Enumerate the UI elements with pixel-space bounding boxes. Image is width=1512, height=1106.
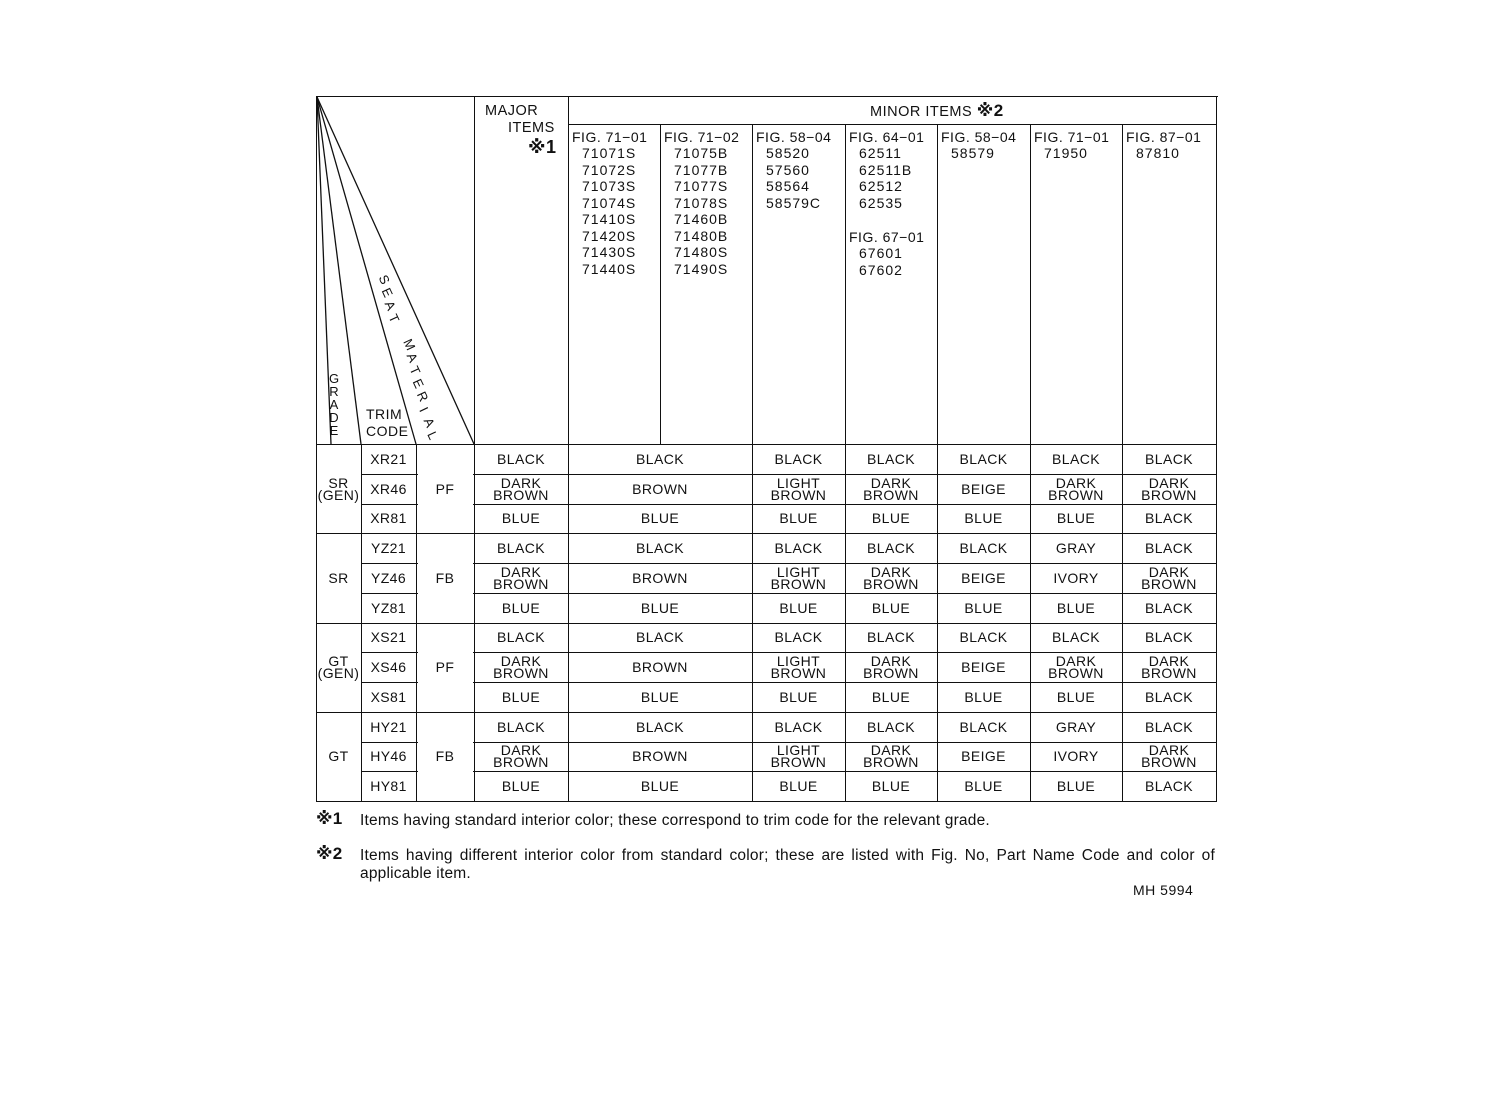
color-cell-major: BLACK [497,450,545,467]
color-cell-fig8701: BLACK [1145,540,1193,557]
minor-column-fig-number: FIG. 87−01 [1126,129,1202,145]
seat-material-header-letter: A [420,415,438,430]
minor-items-header-label: MINOR ITEMS [870,104,977,120]
color-cell-fig5804: BLACK [774,450,823,467]
trim-code-header-line2: CODE [366,423,409,439]
color-cell-fig5804b: BEIGE [961,569,1006,586]
part-code: 71480B [674,227,729,244]
color-cell-fig5804: BLUE [779,778,818,795]
color-cell-fig5804: BLUE [779,510,818,527]
color-cell-fig7101b: BLACK [1052,629,1100,646]
part-code: 57560 [766,161,810,178]
color-cell-fig6401: BLACK [867,450,915,467]
part-code: 58579 [951,145,995,161]
table-border-bottom [316,801,1216,802]
grade-cell-line1: GT [328,748,349,765]
major-items-header-line2: ITEMS [508,120,555,136]
grade-cell-line1: GT [328,653,349,670]
minor-column-fig-number: FIG. 71−01 [1034,129,1110,145]
color-cell-fig6401: BLUE [871,510,911,527]
reference-number: MH 5994 [1133,882,1194,898]
color-cell-fig7101-7102: BLACK [636,718,684,735]
minor-column-fig-number: FIG. 71−02 [664,129,740,145]
trim-code-cell: HY46 [370,748,407,765]
minor-column-part-codes [1136,145,1180,162]
color-cell-major: DARK BROWN [493,742,549,771]
color-cell-fig5804: LIGHT BROWN [770,653,827,682]
grade-header-letter: A [329,397,339,412]
minor-column-fig-number-secondary: FIG. 67−01 [849,229,925,245]
part-code: 67601 [859,245,903,261]
grade-cell-line1: SR [328,474,349,491]
grade-header-letter: E [329,423,339,438]
color-cell-fig5804: BLACK [774,540,823,557]
color-cell-fig7101b: GRAY [1055,718,1097,735]
color-cell-fig8701: BLACK [1145,688,1193,705]
color-cell-fig8701: BLACK [1145,778,1193,795]
part-code: 71490S [674,260,729,277]
trim-code-cell: XS46 [370,659,407,676]
color-cell-fig7101b: BLUE [1056,599,1096,616]
part-code: 87810 [1136,145,1180,161]
color-cell-fig6401: DARK BROWN [863,742,919,771]
part-code: 71430S [582,244,637,260]
major-items-header-line1: MAJOR [485,103,539,119]
color-cell-fig8701: BLACK [1145,599,1193,616]
color-cell-fig5804b: BLUE [964,599,1003,616]
color-cell-fig5804b: BEIGE [961,480,1006,497]
grade-cell [316,533,361,622]
color-cell-fig5804: BLACK [774,629,823,646]
part-code: 71077B [674,161,729,178]
color-cell-fig7101-7102: BLUE [640,688,680,705]
part-code: 71440S [582,260,637,277]
color-cell-major: BLACK [497,629,545,646]
color-cell-fig5804: BLUE [779,688,818,705]
part-code: 67602 [859,261,903,278]
grade-cell [316,444,361,533]
part-code: 71410S [582,211,637,227]
part-code: 71950 [1044,145,1088,161]
minor-column-part-codes [766,145,821,211]
color-cell-fig7101-7102: BLUE [640,599,680,616]
divider-fig7101-fig7102 [660,124,661,444]
color-cell-fig7101-7102: BROWN [632,659,688,676]
part-code: 58520 [766,145,810,161]
grade-header-letter: R [329,384,339,399]
trim-code-cell: YZ46 [370,569,407,586]
seat-material-header-letter: S [375,272,393,287]
color-cell-fig6401: BLUE [871,778,911,795]
footnote-1-text: Items having standard interior color; these correspond to trim code for the relevant grade. [360,812,990,829]
color-cell-major: BLUE [501,688,541,705]
seat-material-cell: FB [435,569,455,586]
part-code: 71480S [674,244,729,260]
color-cell-fig6401: BLACK [867,540,915,557]
color-cell-fig5804: LIGHT BROWN [770,563,827,592]
part-code: 71074S [582,194,637,211]
color-cell-major: BLACK [497,540,545,557]
trim-code-cell: XR81 [370,510,407,527]
color-cell-fig8701: DARK BROWN [1141,742,1197,771]
color-cell-fig5804b: BLUE [964,688,1003,705]
color-cell-fig7101-7102: BLUE [640,778,680,795]
minor-column-fig-number: FIG. 58−04 [756,129,832,145]
color-cell-fig7101-7102: BROWN [632,748,688,765]
minor-items-rule [568,124,1216,125]
color-cell-fig7101b: IVORY [1053,569,1099,586]
footnote-1-mark: ※1 [316,809,343,828]
part-code: 62511 [859,145,902,161]
color-cell-fig5804: BLUE [779,599,818,616]
minor-column-fig-number: FIG. 71−01 [572,129,648,145]
color-cell-fig8701: BLACK [1145,450,1193,467]
major-items-note-mark: ※1 [528,137,557,157]
trim-code-cell: XS21 [370,629,407,646]
seat-material-cell: PF [435,659,455,676]
footnote-2-mark: ※2 [316,844,343,863]
seat-material-header-letter: T [385,311,403,326]
color-cell-fig6401: DARK BROWN [863,653,919,682]
seat-material-header-letter: R [413,389,432,404]
color-cell-fig8701: DARK BROWN [1141,653,1197,682]
minor-items-note-mark: ※2 [976,101,1004,120]
seat-material-header-letter: A [403,350,421,365]
color-cell-fig5804b: BLACK [959,450,1008,467]
color-cell-fig7101b: DARK BROWN [1048,474,1104,503]
color-cell-fig7101b: GRAY [1055,540,1097,557]
color-cell-major: BLUE [501,599,541,616]
grade-cell [316,623,361,712]
part-code: 62535 [859,194,903,211]
seat-material-header-letter: I [416,404,432,415]
part-code: 58564 [766,178,810,194]
color-cell-fig7101b: BLUE [1056,778,1096,795]
seat-material-header-letter: L [424,429,441,442]
color-cell-fig8701: DARK BROWN [1141,563,1197,592]
trim-code-cell: XR21 [370,450,407,467]
color-cell-fig6401: BLUE [871,599,911,616]
color-cell-fig7101-7102: BLACK [636,540,684,557]
part-code: 71071S [582,145,637,161]
color-cell-fig7101-7102: BLACK [636,450,684,467]
color-cell-fig6401: BLUE [871,688,911,705]
color-cell-major: BLUE [501,778,541,795]
grade-cell [316,712,361,801]
trim-code-header-line1: TRIM [366,406,403,422]
trim-code-cell: XR46 [370,480,407,497]
color-cell-fig5804b: BLACK [959,540,1008,557]
grade-cell-line2: (GEN) [317,665,360,682]
color-cell-fig5804: LIGHT BROWN [770,474,827,503]
part-code: 71075B [674,145,729,161]
grade-header-letter: D [329,410,339,425]
color-cell-major: DARK BROWN [493,474,549,503]
color-cell-fig5804b: BEIGE [961,659,1006,676]
color-cell-fig5804b: BLACK [959,629,1008,646]
part-code: 58579C [766,194,822,211]
minor-items-header [870,101,1004,120]
footnote-2-text: Items having different interior color from standard color; these are listed with Fig. No, Part Name Code and color of applicable item. [360,847,1215,882]
part-code: 71078S [674,194,729,211]
trim-code-cell: XS81 [370,688,407,705]
trim-code-cell: YZ81 [370,599,407,616]
table-border-right [1216,97,1217,802]
minor-column-part-codes [951,145,995,162]
seat-material-header-letter: E [378,285,396,300]
color-cell-fig7101b: IVORY [1053,748,1099,765]
color-cell-fig7101-7102: BLACK [636,629,684,646]
color-cell-fig6401: DARK BROWN [863,563,919,592]
part-code: 62512 [859,178,903,194]
part-code: 62511B [859,161,913,178]
color-cell-fig6401: BLACK [867,629,915,646]
seat-material-header-letter: A [381,298,399,313]
color-cell-fig7101b: DARK BROWN [1048,653,1104,682]
grade-cell-line2: (GEN) [317,486,360,503]
seat-material-header-letter: M [400,336,419,353]
trim-code-cell: HY81 [370,778,407,795]
trim-code-cell: YZ21 [370,540,407,557]
color-cell-major: BLACK [497,718,545,735]
part-code: 71460B [674,211,729,227]
color-cell-fig5804b: BLUE [964,778,1003,795]
minor-column-fig-number: FIG. 58−04 [941,129,1017,145]
seat-material-cell: PF [435,480,455,497]
color-cell-fig8701: BLACK [1145,629,1193,646]
color-cell-major: DARK BROWN [493,563,549,592]
color-cell-major: DARK BROWN [493,653,549,682]
color-cell-fig8701: DARK BROWN [1141,474,1197,503]
color-cell-fig5804: LIGHT BROWN [770,742,827,771]
grade-header-label [327,372,341,437]
color-cell-fig7101b: BLUE [1056,510,1096,527]
color-cell-fig7101b: BLACK [1052,450,1100,467]
color-cell-major: BLUE [501,510,541,527]
part-code: 71072S [582,161,637,178]
part-code: 71420S [582,227,637,244]
seat-material-header-letter: T [406,363,424,378]
color-cell-fig5804: BLACK [774,718,823,735]
seat-material-header [370,268,460,442]
part-code: 71073S [582,178,637,194]
color-cell-fig6401: BLACK [867,718,915,735]
color-cell-fig5804b: BLACK [959,718,1008,735]
color-cell-fig7101-7102: BROWN [632,569,688,586]
color-cell-fig8701: BLACK [1145,510,1193,527]
color-cell-fig6401: DARK BROWN [863,474,919,503]
color-cell-fig7101b: BLUE [1056,688,1096,705]
grade-header-letter: G [328,371,340,386]
trim-code-cell: HY21 [370,718,407,735]
minor-column-part-codes [674,145,728,277]
minor-column-fig-number: FIG. 64−01 [849,129,925,145]
color-cell-fig5804b: BEIGE [961,748,1006,765]
part-code: 71077S [674,178,729,194]
minor-column-part-codes-secondary [859,245,903,278]
minor-column-part-codes [1044,145,1088,162]
grade-cell-line1: SR [328,569,349,586]
color-cell-fig7101-7102: BLUE [640,510,680,527]
color-cell-fig8701: BLACK [1145,718,1193,735]
seat-material-header-letter: E [409,376,427,391]
minor-column-part-codes [859,145,912,211]
seat-material-cell: FB [435,748,455,765]
color-cell-fig5804b: BLUE [964,510,1003,527]
color-cell-fig7101-7102: BROWN [632,480,688,497]
minor-column-part-codes [582,145,636,277]
